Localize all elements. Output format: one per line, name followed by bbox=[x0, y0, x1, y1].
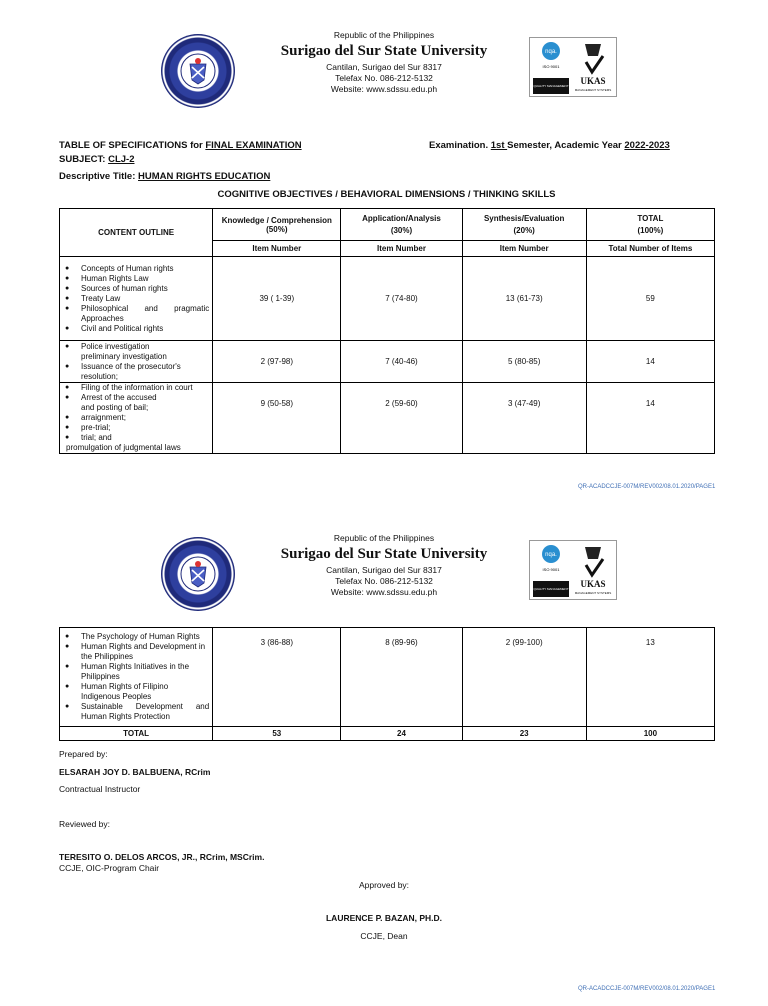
subject-value: CLJ-2 bbox=[108, 154, 135, 165]
cert-nqa-text: nqa. bbox=[545, 49, 557, 55]
list-item: ● Philosophical and pragmatic Approaches bbox=[81, 304, 209, 324]
approved-by-label: Approved by: bbox=[358, 880, 410, 890]
header-address: Cantilan, Surigao del Sur 8317 bbox=[326, 62, 442, 72]
descriptive-title-line bbox=[59, 171, 270, 182]
synthesis-cell: 5 (80-85) bbox=[462, 341, 586, 383]
table-row bbox=[60, 341, 715, 383]
certification-logos bbox=[529, 37, 617, 97]
total-cell: 14 bbox=[586, 341, 714, 383]
list-item: ● The Psychology of Human Rights bbox=[81, 632, 209, 642]
header-university: Surigao del Sur State University bbox=[280, 43, 488, 59]
subject-line bbox=[59, 154, 135, 165]
list-item: ● pre-trial; bbox=[81, 423, 209, 433]
item-number-header: Item Number bbox=[341, 241, 462, 257]
exam-year: 2022-2023 bbox=[624, 140, 670, 151]
application-cell: 7 (40-46) bbox=[341, 341, 462, 383]
knowledge-cell: 3 (86-88) bbox=[213, 628, 341, 727]
list-item: ● Human Rights and Development in the Philippines bbox=[81, 642, 209, 662]
application-cell: 8 (89-96) bbox=[341, 628, 462, 727]
cert-iso-text: ISO 9001 bbox=[542, 64, 560, 69]
reviewer-title: CCJE, OIC-Program Chair bbox=[59, 863, 160, 873]
knowledge-header: Knowledge / Comprehension (50%) bbox=[213, 209, 341, 241]
total-items-header: Total Number of Items bbox=[586, 241, 714, 257]
exam-label: Examination. bbox=[429, 140, 491, 151]
desc-label: Descriptive Title: bbox=[59, 171, 139, 182]
table-row bbox=[60, 383, 715, 454]
list-item: promulgation of judgmental laws bbox=[66, 443, 181, 452]
content-cell bbox=[60, 341, 213, 383]
list-item: ● Police investigation bbox=[81, 342, 209, 352]
tos-label: TABLE OF SPECIFICATIONS for bbox=[59, 140, 206, 151]
reviewer-name: TERESITO O. DELOS ARCOS, JR., RCrim, MSCrim. bbox=[59, 852, 265, 862]
list-item: and posting of bail; bbox=[81, 403, 149, 412]
list-item: ● Issuance of the prosecutor's resolution; bbox=[81, 362, 209, 382]
content-cell bbox=[60, 628, 213, 727]
list-item: ● Concepts of Human rights bbox=[81, 264, 209, 274]
tos-value: FINAL EXAMINATION bbox=[205, 140, 302, 151]
header-republic: Republic of the Philippines bbox=[333, 533, 435, 543]
certification-logos bbox=[529, 540, 617, 600]
item-number-header: Item Number bbox=[213, 241, 341, 257]
header-university: Surigao del Sur State University bbox=[280, 546, 488, 562]
knowledge-cell: 9 (50-58) bbox=[213, 383, 341, 454]
list-item: ● arraignment; bbox=[81, 413, 209, 423]
reviewed-by-label: Reviewed by: bbox=[59, 819, 111, 829]
approver-title: CCJE, Dean bbox=[360, 931, 408, 941]
list-item: preliminary investigation bbox=[81, 351, 167, 361]
header-telefax: Telefax No. 086-212-5132 bbox=[335, 576, 433, 586]
exam-semester: 1st bbox=[490, 140, 508, 151]
cert-ukas-sub-text: MANAGEMENT SYSTEMS bbox=[574, 88, 612, 92]
exam-mid-text: Semester, Academic Year bbox=[507, 140, 625, 151]
subject-label: SUBJECT: bbox=[59, 154, 109, 165]
application-cell: 7 (74-80) bbox=[341, 257, 462, 341]
header-telefax: Telefax No. 086-212-5132 bbox=[335, 73, 433, 83]
section-title: COGNITIVE OBJECTIVES / BEHAVIORAL DIMENSIONS / THINKING SKILLS bbox=[217, 189, 556, 200]
knowledge-total-cell: 53 bbox=[213, 727, 341, 741]
cert-quality-text: QUALITY MANAGEMENT bbox=[533, 84, 569, 88]
list-item: ● Civil and Political rights bbox=[81, 324, 209, 334]
exam-info bbox=[429, 140, 697, 151]
approver-name: LAURENCE P. BAZAN, PH.D. bbox=[325, 913, 443, 923]
item-number-header: Item Number bbox=[462, 241, 586, 257]
synthesis-total-cell: 23 bbox=[462, 727, 586, 741]
list-item: ● Sustainable Development and Human Rights Protection bbox=[81, 702, 209, 722]
header-address: Cantilan, Surigao del Sur 8317 bbox=[326, 565, 442, 575]
total-row bbox=[60, 727, 715, 741]
cert-iso-text: ISO 9001 bbox=[542, 567, 560, 572]
content-cell bbox=[60, 257, 213, 341]
footer-code: QR-ACADCCJE-007M/REV002/08.01.2020/PAGE1 bbox=[578, 986, 716, 992]
application-header: Application/Analysis (30%) bbox=[341, 209, 462, 241]
university-seal bbox=[161, 537, 235, 611]
table-row bbox=[60, 628, 715, 727]
cert-nqa-text: nqa. bbox=[545, 552, 557, 558]
application-total-cell: 24 bbox=[341, 727, 462, 741]
header-website: Website: www.sdssu.edu.ph bbox=[330, 587, 438, 597]
total-header: TOTAL (100%) bbox=[586, 209, 714, 241]
list-item: ● Human Rights Law bbox=[81, 274, 209, 284]
total-cell: 14 bbox=[586, 383, 714, 454]
knowledge-cell: 39 ( 1-39) bbox=[213, 257, 341, 341]
list-item: ● Human Rights of Filipino Indigenous Peoples bbox=[81, 682, 209, 702]
synthesis-header: Synthesis/Evaluation (20%) bbox=[462, 209, 586, 241]
list-item: ● Human Rights Initiatives in the Philippines bbox=[81, 662, 209, 682]
synthesis-cell: 3 (47-49) bbox=[462, 383, 586, 454]
preparer-name: ELSARAH JOY D. BALBUENA, RCrim bbox=[59, 767, 211, 777]
prepared-by-label: Prepared by: bbox=[59, 749, 108, 759]
specification-table-continued bbox=[59, 627, 715, 741]
header-website: Website: www.sdssu.edu.ph bbox=[330, 84, 438, 94]
synthesis-cell: 13 (61-73) bbox=[462, 257, 586, 341]
synthesis-cell: 2 (99-100) bbox=[462, 628, 586, 727]
seal-emblem-icon bbox=[161, 537, 235, 611]
footer-code: QR-ACADCCJE-007M/REV002/08.01.2020/PAGE1 bbox=[578, 484, 716, 490]
list-item: ● Filing of the information in court bbox=[81, 383, 209, 393]
list-item: ● Treaty Law bbox=[81, 294, 209, 304]
total-cell: 59 bbox=[586, 257, 714, 341]
table-row bbox=[60, 257, 715, 341]
list-item: ● trial; and bbox=[81, 433, 209, 443]
total-cell: 13 bbox=[586, 628, 714, 727]
content-outline-header: CONTENT OUTLINE bbox=[60, 209, 213, 257]
seal-emblem-icon bbox=[161, 34, 235, 108]
cert-ukas-text: UKAS bbox=[580, 579, 606, 589]
list-item: ● Sources of human rights bbox=[81, 284, 209, 294]
specification-table bbox=[59, 208, 715, 454]
total-label-cell: TOTAL bbox=[60, 727, 213, 741]
header-republic: Republic of the Philippines bbox=[333, 30, 435, 40]
university-seal bbox=[161, 34, 235, 108]
list-item: ● Arrest of the accused bbox=[81, 393, 209, 403]
application-cell: 2 (59-60) bbox=[341, 383, 462, 454]
preparer-title: Contractual Instructor bbox=[59, 784, 141, 794]
content-cell bbox=[60, 383, 213, 454]
knowledge-cell: 2 (97-98) bbox=[213, 341, 341, 383]
cert-ukas-sub-text: MANAGEMENT SYSTEMS bbox=[574, 591, 612, 595]
desc-value: HUMAN RIGHTS EDUCATION bbox=[138, 171, 271, 182]
cert-quality-text: QUALITY MANAGEMENT bbox=[533, 587, 569, 591]
cert-ukas-text: UKAS bbox=[580, 76, 606, 86]
tos-title bbox=[59, 140, 302, 151]
grand-total-cell: 100 bbox=[586, 727, 714, 741]
